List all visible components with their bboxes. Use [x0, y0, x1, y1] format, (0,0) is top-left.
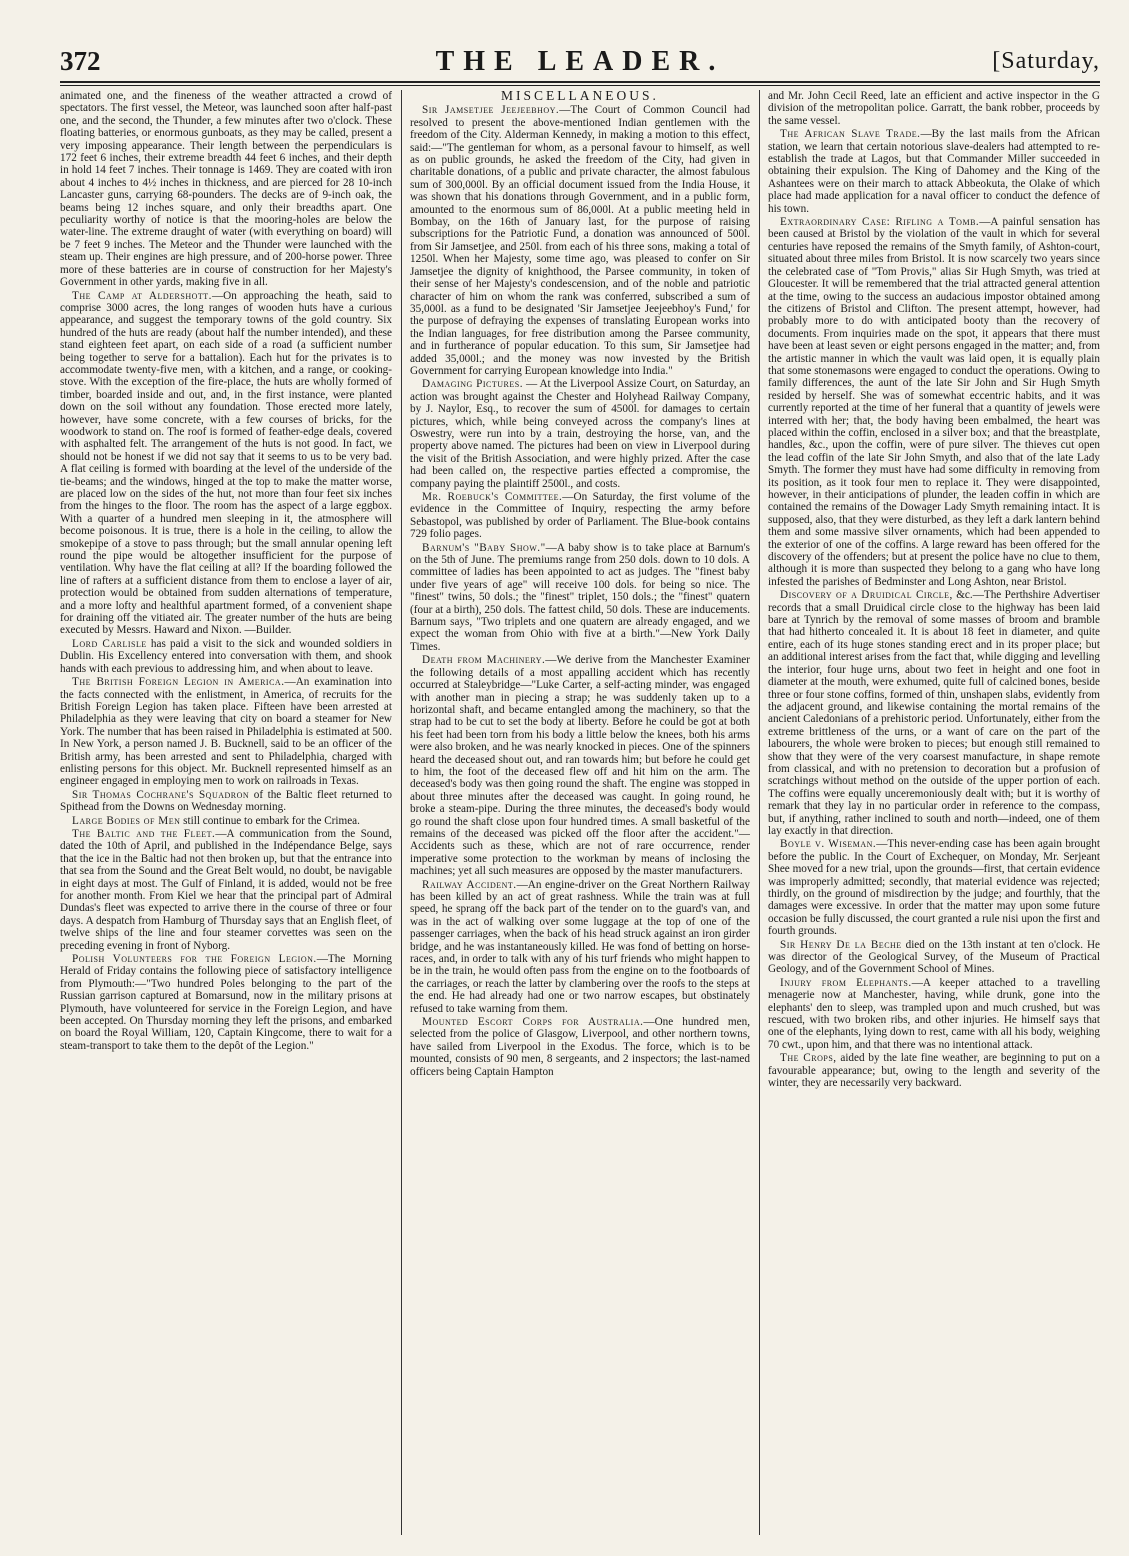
- article-body: —On Saturday, the first volume of the evidence in the Committee of Inquiry, respecting the army before Sebastopol, was published by order of Parliament. The Blue-book contains 729 folio pages.: [410, 491, 750, 541]
- article-headline: Extraordinary Case: Rifling a Tomb.: [780, 216, 980, 229]
- article-paragraph: [60, 953, 392, 1052]
- article-paragraph: [410, 1016, 750, 1078]
- article-paragraph: [60, 828, 392, 952]
- article-body: —An engine-driver on the Great Northern Railway has been killed by an act of great rashness. While the train was at full speed, he sprang off the back part of the tender on to the guard's van, and was in the act of walking over some luggage at the top of one of the passenger carriages, when the back of his head struck against an iron girder bridge, and he was instantaneously killed. He was fond of betting on horse-races, and, in order to talk with any of his turf friends who might happen to be in the train, he would often pass from the engine on to the footboards of the carriages, or reach the latter by clambering over the roofs to the steps at the end. He had already had one or two narrow escapes, but obstinately refused to take warning from them.: [410, 878, 750, 1015]
- article-body: aided by the late fine weather, are beginning to put on a favourable appearance; but, owing to the length and severity of the winter, they are necessarily very backward.: [768, 1052, 1100, 1090]
- article-body: died on the 13th instant at ten o'clock. He was director of the Geological Survey, of the Museum of Practical Geology, and of the Government School of Mines.: [768, 938, 1100, 976]
- article-body: —By the last mails from the African station, we learn that certain notorious slave-dealers had attempted to re-establish the trade at Lagos, but that Commander Miller succeeded in obtaining their expulsion. The King of Dahomey and the King of the Ashantees were on their march to attack Abbeokuta, the Olake of which place had made application for a naval officer to conduct the defence of his town.: [768, 128, 1100, 215]
- article-headline: Discovery of a Druidical Circle,: [780, 589, 953, 602]
- article-body: has paid a visit to the sick and wounded soldiers in Dublin. His Excellency entered into conversation with them, and shook hands with each previous to addressing him, and when about to leave.: [60, 637, 392, 675]
- article-headline: Polish Volunteers for the Foreign Legion.: [72, 953, 317, 966]
- article-paragraph: [60, 290, 392, 637]
- article-paragraph: [768, 1052, 1100, 1089]
- article-paragraph: [768, 977, 1100, 1051]
- article-paragraph: [768, 589, 1100, 837]
- article-body: —One hundred men, selected from the police of Glasgow, Liverpool, and other northern towns, have sailed from Liverpool in the Exodus. The force, which is to be mounted, consists of 90 men, 8 sergeants, and 2 inspectors; the last-named officers being Captain Hampton: [410, 1016, 750, 1078]
- article-headline: Sir Henry De la Beche: [780, 938, 902, 951]
- article-headline: The Baltic and the Fleet.: [72, 827, 216, 840]
- article-headline: Damaging Pictures.: [422, 378, 524, 391]
- article-paragraph: [410, 104, 750, 377]
- article-body: —We derive from the Manchester Examiner the following details of a most appalling accident which has recently occurred at Staleybridge—"Luke Carter, a self-acting minder, was engaged with another man in piecing a strap; he was suddenly taken up to a horizontal shaft, and became entangled among the machinery, so that the strap had to be cut to set the body at liberty. Before he could be got at both his feet had been torn from his body a little below the knees, both his arms were also broken, and he was nearly knocked in pieces. One of the spinners heard the deceased shout out, and ran towards him; but before he could get to him, the foot of the deceased flew off and hit him on the arm. The deceased's body was then going round the shaft. The engine was stopped in about three minutes after the deceased was caught. In going round, he broke a steam-pipe. During the three minutes, the deceased's body would go round the shaft close upon four hundred times. A small basketful of the remains of the deceased was picked off the floor after the accident."—Accidents such as these, which are not of rare occurrence, render imperative some protection to the workman by means of inclosing the machines; yet all such measures are opposed by the master manufacturers.: [410, 654, 750, 878]
- article-headline: Sir Thomas Cochrane's Squadron: [72, 788, 250, 801]
- article-body: of the Baltic fleet returned to Spithead from the Downs on Wednesday morning.: [60, 788, 392, 814]
- article-headline: Mr. Roebuck's Committee.: [422, 491, 563, 503]
- article-body: &c.—The Perthshire Advertiser records that a small Druidical circle close to the highway has been laid bare at Tynrich by the removal of some masses of broom and bramble that had hitherto concealed it. It is about 18 feet in diameter, and quite entire, each of its huge stones standing erect and in its proper place; but an additional interest arises from the fact that, while digging and levelling the interior, four huge urns, about two feet in height and one foot in diameter at the mouth, were exhumed, quite full of calcined bones, beside three or four stone coffins, formed of thin, unshapen slabs, evidently from the adjacent ground, and likewise containing the mortal remains of the ancient Caledonians of a prehistoric period. Unfortunately, either from the extreme brittleness of the urns, or a want of care on the part of the labourers, the whole were broken to pieces; but enough still remained to show that they were of the very coarsest manufacture, in shape remote from classical, and with no pretension to decoration but a profusion of scratchings without method on the outside of the upper portion of each. The coffins were equally unceremoniously dealt with; but it is worthy of remark that they lay in no particular order in reference to the compass, but, if anything, rather inclined to south and north—indeed, one of them lay exactly in that direction.: [768, 589, 1100, 837]
- article-paragraph: [768, 939, 1100, 976]
- article-headline: The African Slave Trade.: [780, 128, 921, 141]
- article-paragraph: [60, 789, 392, 814]
- article-body: —This never-ending case has been again brought before the public. In the Court of Exchequer, on Monday, Mr. Serjeant Shee moved for a new trial, upon the grounds—first, that certain evidence was improperly admitted; secondly, that material evidence was rejected; thirdly, on the ground of misdirection by the judge; and fourthly, that the damages were excessive. In order that the matter may upon some future occasion be fully discussed, the court granted a rule nisi upon the first and fourth grounds.: [768, 838, 1100, 938]
- article-paragraph: [768, 216, 1100, 588]
- masthead: [60, 46, 1100, 76]
- article-body: still continue to embark for the Crimea.: [180, 814, 360, 827]
- article-headline: Barnum's "Baby Show.": [422, 541, 546, 554]
- article-headline: Boyle v. Wiseman.: [780, 838, 877, 851]
- article-paragraph: [768, 128, 1100, 215]
- article-body: —The Court of Common Council had resolved to present the above-mentioned Indian gentlemen with the freedom of the City. Alderman Kennedy, in making a motion to this effect, said:—"The gentleman for whom, as a personal favour to himself, as well as on public grounds, he asked the freedom of the City, had given in charitable donations, of a public and private character, the almost fabulous sum of 300,000l. By an official document issued from the India House, it was shown that his donations through Government, and in a public form, amounted to the enormous sum of 86,000l. At a public meeting held in Bombay, on the 16th of January last, for the purpose of raising subscriptions for the Patriotic Fund, a donation was announced of 500l. from Sir Jamsetjee, and 250l. from each of his three sons, making a total of 1250l. When her Majesty, some time ago, was pleased to confer on Sir Jamsetjee the dignity of knighthood, the Parsee community, in token of their sense of her Majesty's condescension, and of the noble and patriotic character of him on whom the rank was conferred, subscribed a sum of 35,000l. as a fund to be designated 'Sir Jamsetjee Jeejeebhoy's Fund,' for the purpose of defraying the expenses of translating European works into the Indian languages, for free distribution among the Parsee community, and in furtherance of popular education. To this sum, Sir Jamsetjee had added 35,000l.; and the money was now invested by the British Government for carrying European knowledge into India.": [410, 104, 750, 377]
- article-paragraph: [768, 838, 1100, 937]
- column-3: [768, 90, 1100, 1540]
- article-body: animated one, and the fineness of the weather attracted a crowd of spectators. The first vessel, the Meteor, was launched soon after half-past one, and the second, the Thunder, a few minutes after two o'clock. These floating batteries, or enormous gunboats, as they may be called, present a very imposing appearance. Their length between the perpendiculars is 172 feet 6 inches, their extreme breadth 44 feet 6 inches, and their depth in hold 14 feet 7 inches. Their tonnage is 1469. They are coated with iron about 4 inches to 4½ inches in thickness, and are pierced for 28 10-inch Lancaster guns, carrying 68-pounders. The decks are of 9-inch oak, the beams being 12 inches square, and only their breadths apart. One peculiarity worthy of notice is that the mooring-holes are below the water-line. The extreme draught of water (with everything on board) will be 7 feet 9 inches. The Meteor and the Thunder were launched with the steam up. Their engines are high pressure, and of 200-horse power. Three more of these batteries are in course of construction for her Majesty's Government in other yards, making five in all.: [60, 90, 392, 289]
- article-paragraph: [410, 491, 750, 541]
- article-body: —A baby show is to take place at Barnum's on the 5th of June. The premiums range from 250 dols. down to 10 dols. A committee of ladies has been appointed to act as judges. The "finest baby under five years of age" will receive 100 dols. for being so nice. The "finest" twins, 50 dols.; the "finest" triplet, 150 dols.; the "finest" quatern (four at a birth), 250 dols. The fattest child, 50 dols. These are inducements. Barnum says, "Two triplets and one quatern are already engaged, and we expect the woman from Ohio with five at a birth."—New York Daily Times.: [410, 541, 750, 653]
- section-heading: MISCELLANEOUS.: [501, 90, 659, 103]
- page-number: 372: [60, 46, 101, 76]
- article-body: —A keeper attached to a travelling menagerie now at Manchester, having, while drunk, gone into the elephants' den to sleep, was trampled upon and much crushed, but was rescued, with two broken ribs, and other injuries. He himself says that one of the elephants, lying down to rest, came with all his body, weighing 70 cwt., upon him, and that there was no intentional attack.: [768, 976, 1100, 1051]
- article-body: —On approaching the heath, said to comprise 3000 acres, the long ranges of wooden huts have a curious appearance, and suggest the temporary towns of the gold country. Six hundred of the huts are ready (about half the number intended), and these stand eighteen feet apart, on each side of a road (a sufficient number being together to serve for a battalion). Each hut for the privates is to accommodate twenty-five men, with a kitchen, and a range, or cooking-stove. With the exception of the fire-place, the huts are wholly formed of timber, boarded inside and out, and, in the first instance, were planted down on the soil without any foundation. Those erected more lately, however, have some concrete, with a few courses of bricks, for the woodwork to stand on. The roof is formed of feather-edge deals, covered with asphalted felt. The arrangement of the huts is not good. In fact, we should not be honest if we did not say that it seems to us to be very bad. A flat ceiling is formed with boarding at the level of the underside of the tie-beams; and the windows, hinged at the top to make the matter worse, are placed low on the sides of the hut, not more than four feet six inches from the hinges to the floor. The room has the aspect of a large eggbox. With a quarter of a hundred men sleeping in it, the atmosphere will become poisonous. It is true, there is a hole in the ceiling, to allow the smokepipe of a stove to pass through; but the small annular opening left round the pipe would be altogether insufficient for the purpose of ventilation. Why have the flat ceiling at all? If the boarding followed the line of rafters at a sufficient distance from them to enclose a layer of air, protection would be obtained from sudden alternations of temperature, and a more lofty and healthful apartment formed, of a convenient shape for draining off the vitiated air. The greater number of the huts are being executed by Messrs. Haward and Nixon. —Builder.: [60, 289, 392, 637]
- article-paragraph: [410, 378, 750, 490]
- column-divider: [759, 90, 760, 1535]
- header-rule-thin: [60, 85, 1100, 86]
- article-paragraph: [410, 542, 750, 654]
- article-headline: Sir Jamsetjee Jeejeebhoy.: [422, 104, 560, 117]
- column-1: [60, 90, 392, 1540]
- header-rule: [60, 81, 1100, 83]
- article-paragraph: [60, 638, 392, 675]
- article-body: and Mr. John Cecil Reed, late an efficient and active inspector in the G division of the metropolitan police. Garratt, the bank robber, proceeds by the same vessel.: [768, 90, 1100, 127]
- article-headline: Injury from Elephants.: [780, 976, 912, 989]
- article-headline: Death from Machinery.: [422, 654, 546, 667]
- article-body: —The Morning Herald of Friday contains the following piece of satisfactory intelligence from Plymouth:—"Two hundred Poles belonging to the part of the Russian garrison captured at Bomarsund, now in the military prisons at Plymouth, have volunteered for service in the Foreign Legion, and have been accepted. On Thursday morning they left the prisons, and embarked on board the Royal William, 120, Captain Kingcome, there to wait for a steam-transport to take them to the depôt of the Legion.": [60, 953, 392, 1052]
- column-2: [410, 90, 750, 1540]
- article-headline: Mounted Escort Corps for Australia.: [422, 1016, 644, 1029]
- article-headline: The Camp at Aldershott.: [72, 289, 212, 302]
- article-body: —A painful sensation has been caused at Bristol by the violation of the vault in which for several centuries have reposed the remains of the Smyth family, of Ashton-court, situated about three miles from Bristol. It is now scarcely two years since the celebrated case of "Tom Provis," alias Sir Hugh Smyth, was tried at Gloucester. It will be remembered that the trial attracted general attention at the time, owing to the success an audacious impostor obtained among the citizens of Bristol and Clifton. The present attempt, however, had probably more to do with anticipated booty than the recovery of documents. From inquiries made on the spot, it appears that there must have been at least seven or eight persons engaged in the matter; and, from the artistic manner in which the vault was laid open, it is equally plain that some stonemasons were engaged to conduct the operations. Owing to family differences, the aunt of the late Sir John and Sir Hugh Smyth resided by herself. She was of somewhat eccentric habits, and it was currently reported at the time of her funeral that a quantity of jewels were interred with her; that, the body having been embalmed, the heart was placed within the coffin, enclosed in a silver box; and that the breastplate, handles, &c., upon the coffin, were of pure silver. The thieves cut open the lead coffin of the late Sir John Smyth, and also that of the late Lady Smyth. The former they must have had some difficulty in removing from its position, as it took four men to replace it. They were disappointed, however, in their anticipations of plunder, the leaden coffin in which are contained the remains of the Dowager Lady Smyth remaining intact. It is supposed, also, that they were disturbed, as they left a dark lantern behind them and some massive silver ornaments, which had been appended to the exterior of one of the coffins. A large reward has been offered for the discovery of the offenders; but at present the police have no clue to them, although it is more than suspected they belong to a gang who have long infested the parishes of Bedminster and Long Ashton, near Bristol.: [768, 216, 1100, 588]
- paper-title: THE LEADER.: [435, 46, 725, 77]
- article-body: —A communication from the Sound, dated the 10th of April, and published in the Indépendance Belge, says that the ice in the Baltic had not then broken up, but that the entrance into that sea from the Sound and the Great Belt would, no doubt, be navigable in eight days at most. The Gulf of Finland, it is added, would not be free for another month. From Kiel we hear that the principal part of Admiral Dundas's fleet was expected to arrive there in the course of three or four days. A despatch from Hamburg of Thursday says that an English fleet, of twelve ships of the line and four steamer corvettes was seen on the preceding evening in front of Nyborg.: [60, 827, 392, 952]
- article-headline: Large Bodies of Men: [72, 814, 181, 827]
- article-body: —An examination into the facts connected with the enlistment, in America, of recruits for the British Foreign Legion has taken place. Fifteen have been arrested at Philadelphia as they were leaving that city on board a steamer for New York. The number that has been raised in Philadelphia is estimated at 500. In New York, a person named J. B. Bucknell, said to be an officer of the British army, has been arrested and sent to Philadelphia, charged with enlisting persons for this object. Mr. Bucknell represented himself as an engineer engaged in employing men to work on railroads in Texas.: [60, 676, 392, 788]
- article-headline: The Crops,: [780, 1052, 837, 1065]
- article-headline: Railway Accident.: [422, 878, 517, 891]
- article-headline: The British Foreign Legion in America.: [72, 676, 285, 689]
- article-paragraph: [60, 90, 392, 289]
- article-paragraph: [410, 654, 750, 877]
- article-headline: Lord Carlisle: [72, 637, 147, 650]
- article-paragraph: [410, 879, 750, 1015]
- article-paragraph: [60, 676, 392, 788]
- article-body: — At the Liverpool Assize Court, on Saturday, an action was brought against the Chester and Holyhead Railway Company, by J. Naylor, Esq., to recover the sum of 4500l. for damages to certain pictures, which, while being conveyed across the company's lines at Oswestry, were run into by a train, destroying the horse, van, and the property above named. The pictures had been on view in Liverpool during the visit of the British Association, and were highly prized. After the case had been called on, the respective parties effected a compromise, the company paying the plaintiff 2500l., and costs.: [410, 378, 750, 490]
- column-divider: [401, 90, 402, 1535]
- article-paragraph: [768, 90, 1100, 127]
- dateline: [Saturday,: [992, 48, 1100, 74]
- article-paragraph: [60, 815, 392, 827]
